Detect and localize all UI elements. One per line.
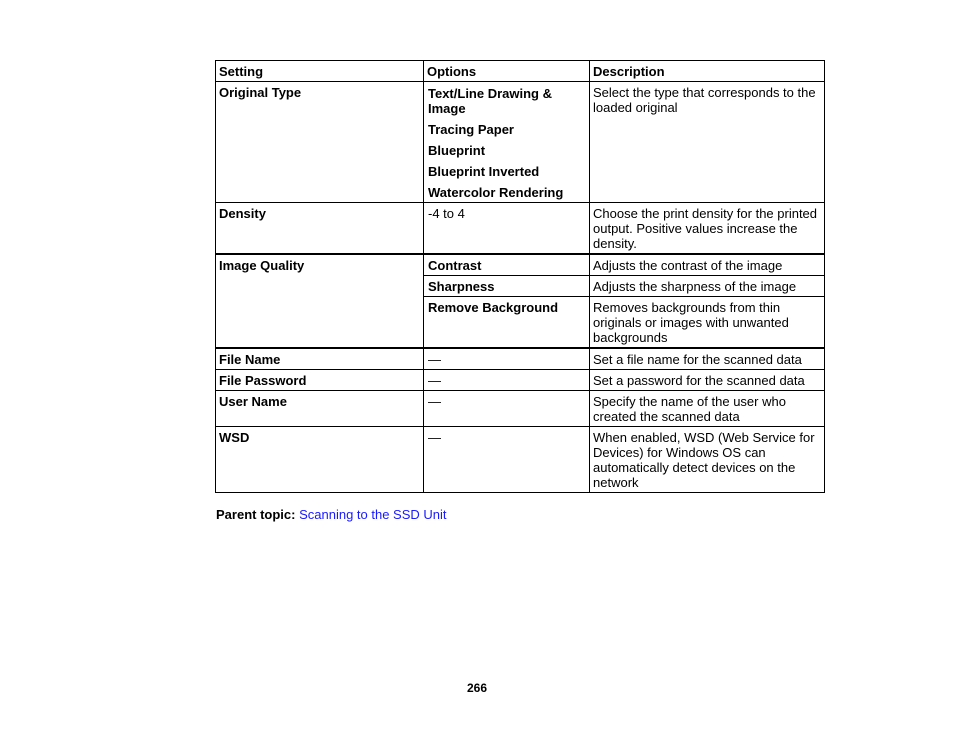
setting-file-name: File Name — [216, 348, 424, 370]
setting-image-quality: Image Quality — [216, 254, 424, 348]
header-setting: Setting — [216, 61, 424, 82]
settings-table — [215, 60, 825, 493]
option-item: Tracing Paper — [428, 122, 514, 137]
option-contrast: Contrast — [424, 254, 590, 276]
option-wsd: — — [424, 427, 590, 493]
option-sharpness: Sharpness — [424, 276, 590, 297]
description-user-name: Specify the name of the user who created the scanned data — [590, 391, 825, 427]
table-row — [216, 391, 825, 427]
table-row — [216, 203, 825, 255]
table-row — [216, 82, 825, 203]
option-item: Watercolor Rendering — [428, 185, 564, 200]
option-item: Blueprint Inverted — [428, 164, 540, 179]
table-row — [216, 370, 825, 391]
setting-file-password: File Password — [216, 370, 424, 391]
header-options: Options — [424, 61, 590, 82]
options-original-type — [424, 82, 590, 203]
description-remove-background: Removes backgrounds from thin originals or images with unwanted backgrounds — [590, 297, 825, 349]
option-file-name: — — [424, 348, 590, 370]
description-sharpness: Adjusts the sharpness of the image — [590, 276, 825, 297]
parent-topic-label: Parent topic: — [216, 507, 296, 522]
parent-topic-link[interactable]: Scanning to the SSD Unit — [299, 507, 447, 522]
table-header-row — [216, 61, 825, 82]
description-wsd: When enabled, WSD (Web Service for Devices) for Windows OS can automatically detect devices on the network — [590, 427, 825, 493]
description-file-name: Set a file name for the scanned data — [590, 348, 825, 370]
option-item: Blueprint — [428, 143, 486, 158]
option-remove-background: Remove Background — [424, 297, 590, 349]
description-file-password: Set a password for the scanned data — [590, 370, 825, 391]
setting-wsd: WSD — [216, 427, 424, 493]
parent-topic — [216, 507, 447, 523]
setting-user-name: User Name — [216, 391, 424, 427]
option-file-password: — — [424, 370, 590, 391]
option-density: -4 to 4 — [424, 203, 590, 255]
description-original-type: Select the type that corresponds to the loaded original — [590, 82, 825, 203]
setting-original-type: Original Type — [216, 82, 424, 203]
setting-density: Density — [216, 203, 424, 255]
option-user-name: — — [424, 391, 590, 427]
description-contrast: Adjusts the contrast of the image — [590, 254, 825, 276]
table-row — [216, 348, 825, 370]
page-number: 266 — [466, 681, 488, 695]
header-description: Description — [590, 61, 825, 82]
table-row — [216, 254, 825, 276]
description-density: Choose the print density for the printed output. Positive values increase the density. — [590, 203, 825, 255]
table-row — [216, 427, 825, 493]
option-item: Text/Line Drawing & Image — [428, 86, 552, 116]
